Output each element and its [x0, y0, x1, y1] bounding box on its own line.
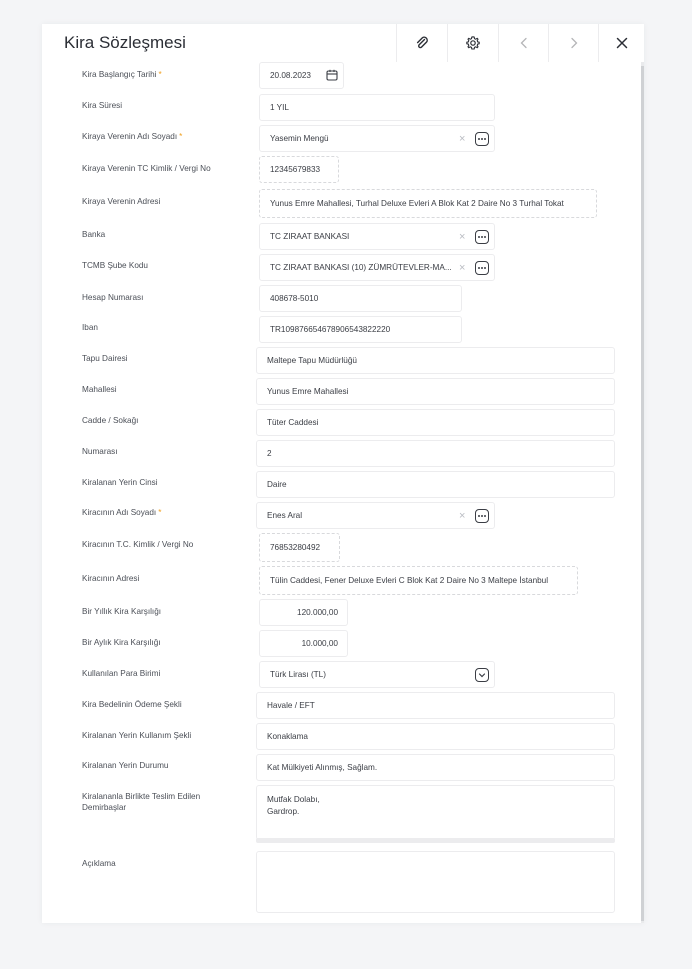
duration-label: Kira Süresi — [82, 101, 123, 110]
tenant-name-input[interactable]: Enes Aral — [256, 502, 495, 529]
street-input[interactable]: Tüter Caddesi — [256, 409, 615, 436]
textarea-resize-handle[interactable] — [256, 838, 615, 843]
currency-label: Kullanılan Para Birimi — [82, 669, 161, 678]
chevron-down-icon[interactable] — [475, 668, 489, 682]
bank-input[interactable]: TC ZIRAAT BANKASI — [259, 223, 495, 250]
close-button[interactable] — [598, 24, 644, 62]
tenant-tc-label: Kiracının T.C. Kimlik / Vergi No — [82, 540, 194, 549]
number-label: Numarası — [82, 447, 118, 456]
tenant-name-label: Kiracının Adı Soyadı * — [82, 508, 162, 517]
attach-button[interactable] — [396, 24, 446, 62]
usage-input[interactable]: Konaklama — [256, 723, 615, 750]
neighborhood-input[interactable]: Yunus Emre Mahallesi — [256, 378, 615, 405]
next-button[interactable] — [548, 24, 598, 62]
bank-more-button[interactable] — [475, 230, 489, 244]
annual-rent-label: Bir Yıllık Kira Karşılığı — [82, 607, 162, 616]
condition-input[interactable]: Kat Mülkiyeti Alınmış, Sağlam. — [256, 754, 615, 781]
payment-method-label: Kira Bedelinin Ödeme Şekli — [82, 700, 182, 709]
land-registry-input[interactable]: Maltepe Tapu Müdürlüğü — [256, 347, 615, 374]
gear-icon — [465, 35, 481, 51]
lessor-name-input[interactable]: Yasemin Mengü — [259, 125, 495, 152]
annual-rent-input[interactable]: 120.000,00 — [259, 599, 348, 626]
start-date-input[interactable]: 20.08.2023 — [259, 62, 344, 89]
account-no-input[interactable]: 408678-5010 — [259, 285, 462, 312]
paperclip-icon — [414, 35, 430, 51]
iban-input[interactable]: TR109876654678906543822220 — [259, 316, 462, 343]
branch-more-button[interactable] — [475, 261, 489, 275]
lessor-address-field: Yunus Emre Mahallesi, Turhal Deluxe Evleri A Blok Kat 2 Daire No 3 Turhal Tokat — [259, 189, 597, 218]
settings-button[interactable] — [447, 24, 497, 62]
account-no-label: Hesap Numarası — [82, 293, 144, 302]
description-textarea[interactable] — [256, 851, 615, 913]
chevron-right-icon — [567, 36, 581, 50]
dialog-title: Kira Sözleşmesi — [64, 33, 186, 52]
clear-icon[interactable]: × — [459, 133, 466, 145]
tenant-tc-field: 76853280492 — [259, 533, 340, 562]
branch-code-input[interactable]: TC ZIRAAT BANKASI (10) ZÜMRÜTEVLER-MA... — [259, 254, 495, 281]
previous-button[interactable] — [498, 24, 548, 62]
clear-icon[interactable]: × — [459, 510, 466, 522]
description-label: Açıklama — [82, 859, 116, 868]
tenant-more-button[interactable] — [475, 509, 489, 523]
street-label: Cadde / Sokağı — [82, 416, 139, 425]
scrollbar-thumb[interactable] — [641, 66, 644, 921]
condition-label: Kiralanan Yerin Durumu — [82, 761, 169, 770]
lessor-name-label: Kiraya Verenin Adı Soyadı * — [82, 132, 183, 141]
close-icon — [615, 36, 629, 50]
property-type-input[interactable]: Daire — [256, 471, 615, 498]
land-registry-label: Tapu Dairesi — [82, 354, 128, 363]
lessor-address-label: Kiraya Verenin Adresi — [82, 197, 161, 206]
lessor-more-button[interactable] — [475, 132, 489, 146]
fixtures-label: Kiralananla Birlikte Teslim Edilen Demirbaşlar — [82, 792, 201, 812]
iban-label: Iban — [82, 323, 98, 332]
payment-method-input[interactable]: Havale / EFT — [256, 692, 615, 719]
contract-dialog — [42, 24, 644, 923]
usage-label: Kiralanan Yerin Kullanım Şekli — [82, 731, 192, 740]
clear-icon[interactable]: × — [459, 231, 466, 243]
bank-label: Banka — [82, 230, 106, 239]
chevron-left-icon — [517, 36, 531, 50]
monthly-rent-input[interactable]: 10.000,00 — [259, 630, 348, 657]
number-input[interactable]: 2 — [256, 440, 615, 467]
calendar-icon[interactable] — [326, 69, 338, 81]
tenant-address-label: Kiracının Adresi — [82, 574, 140, 583]
property-type-label: Kiralanan Yerin Cinsi — [82, 478, 158, 487]
currency-select[interactable]: Türk Lirası (TL) — [259, 661, 495, 688]
lessor-tc-field: 12345679833 — [259, 156, 339, 183]
branch-code-label: TCMB Şube Kodu — [82, 261, 148, 270]
tenant-address-field: Tülin Caddesi, Fener Deluxe Evleri C Blok Kat 2 Daire No 3 Maltepe İstanbul — [259, 566, 578, 595]
duration-input[interactable]: 1 YIL — [259, 94, 495, 121]
fixtures-textarea[interactable] — [256, 785, 615, 840]
monthly-rent-label: Bir Aylık Kira Karşılığı — [82, 638, 161, 647]
dialog-header — [42, 24, 644, 62]
clear-icon[interactable]: × — [459, 262, 466, 274]
neighborhood-label: Mahallesi — [82, 385, 117, 394]
start-date-label: Kira Başlangıç Tarihi * — [82, 70, 162, 79]
lessor-tc-label: Kiraya Verenin TC Kimlik / Vergi No — [82, 164, 211, 173]
